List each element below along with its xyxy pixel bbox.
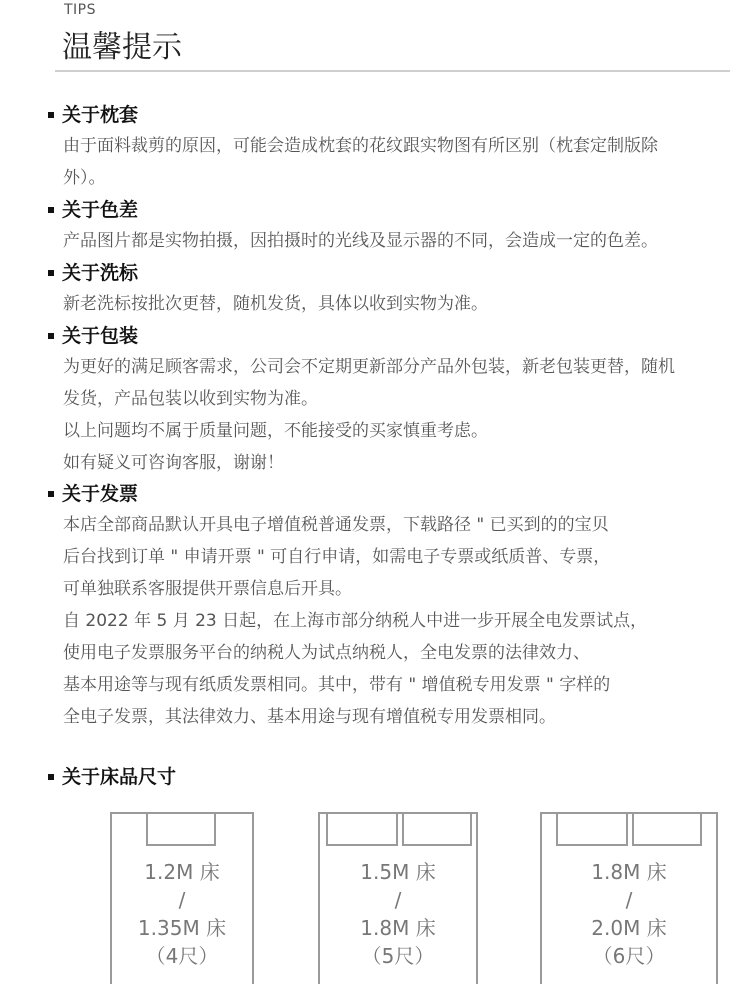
bed-diagram-5ft (318, 812, 478, 984)
section-heading-label: 关于洗标 (62, 262, 139, 284)
paragraph-line: 自 2022 年 5 月 23 日起，在上海市部分纳税人中进一步开展全电发票试点， (63, 611, 648, 631)
paragraph-line: 为更好的满足顾客需求，公司会不定期更新部分产品外包装，新老包装更替，随机 (63, 357, 675, 377)
section-heading (45, 100, 735, 130)
paragraph-line: 全电子发票，其法律效力、基本用途与现有增值税专用发票相同。 (63, 707, 556, 727)
bed-size-slash: / (394, 888, 402, 912)
section-heading (45, 258, 735, 288)
bed-size-label (542, 858, 716, 970)
section-heading-label: 关于枕套 (62, 104, 139, 126)
pillow-shape (326, 812, 398, 846)
section-heading (45, 479, 735, 509)
section-heading (45, 321, 735, 351)
section-heading (45, 762, 735, 792)
section-heading-label: 关于发票 (62, 483, 139, 505)
bed-size-label (112, 858, 252, 970)
pillow-shape (632, 812, 702, 846)
section-wash-label (45, 258, 735, 320)
paragraph-line: 发货，产品包装以收到实物为准。 (63, 389, 318, 409)
paragraph-line: 后台找到订单 " 申请开票 " 可自行申请，如需电子专票或纸质普、专票， (63, 547, 611, 567)
paragraph-line: 如有疑义可咨询客服，谢谢！ (63, 453, 284, 473)
bullet-icon (48, 333, 54, 339)
bed-size-chi: （4尺） (145, 944, 219, 968)
bed-size-secondary: 1.8M 床 (360, 916, 436, 940)
bed-diagram-4ft (110, 812, 254, 984)
section-packaging (45, 321, 735, 479)
tips-label: TIPS (64, 2, 97, 18)
paragraph-line: 可单独联系客服提供开票信息后开具。 (63, 579, 352, 599)
bed-size-label (320, 858, 476, 970)
paragraph-line: 以上问题均不属于质量问题，不能接受的买家慎重考虑。 (63, 421, 488, 441)
bed-size-chi: （6尺） (592, 944, 666, 968)
paragraph-line: 新老洗标按批次更替，随机发货，具体以收到实物为准。 (63, 294, 488, 314)
page-title: 温馨提示 (62, 30, 182, 65)
pillow-shape (556, 812, 628, 846)
section-pillowcase (45, 100, 735, 194)
section-heading-label: 关于包装 (62, 325, 139, 347)
bullet-icon (48, 491, 54, 497)
bed-size-slash: / (625, 888, 633, 912)
bullet-icon (48, 270, 54, 276)
paragraph-line: 由于面料裁剪的原因，可能会造成枕套的花纹跟实物图有所区别（枕套定制版除 (63, 136, 658, 156)
bed-size-primary: 1.8M 床 (591, 860, 667, 884)
bed-size-primary: 1.2M 床 (144, 860, 220, 884)
paragraph-line: 产品图片都是实物拍摄，因拍摄时的光线及显示器的不同，会造成一定的色差。 (63, 231, 658, 251)
bed-diagram-6ft (540, 812, 718, 984)
section-heading-label: 关于床品尺寸 (62, 766, 177, 788)
pillow-shape (146, 812, 216, 846)
paragraph-line: 使用电子发票服务平台的纳税人为试点纳税人，全电发票的法律效力、 (63, 643, 590, 663)
bed-size-chi: （5尺） (361, 944, 435, 968)
section-heading (45, 195, 735, 225)
bed-size-secondary: 1.35M 床 (137, 916, 227, 940)
bullet-icon (48, 774, 54, 780)
bullet-icon (48, 207, 54, 213)
pillow-shape (402, 812, 472, 846)
paragraph-line: 外）。 (63, 168, 106, 188)
bed-size-secondary: 2.0M 床 (591, 916, 667, 940)
bullet-icon (48, 112, 54, 118)
section-bed-size (45, 762, 735, 792)
section-heading-label: 关于色差 (62, 199, 139, 221)
section-invoice (45, 479, 735, 733)
title-divider (55, 70, 730, 72)
bed-size-slash: / (178, 888, 186, 912)
paragraph-line: 基本用途等与现有纸质发票相同。其中，带有 " 增值税专用发票 " 字样的 (63, 675, 611, 695)
paragraph-line: 本店全部商品默认开具电子增值税普通发票，下载路径 " 已买到的的宝贝 (63, 515, 609, 535)
section-color-difference (45, 195, 735, 257)
bed-size-primary: 1.5M 床 (360, 860, 436, 884)
